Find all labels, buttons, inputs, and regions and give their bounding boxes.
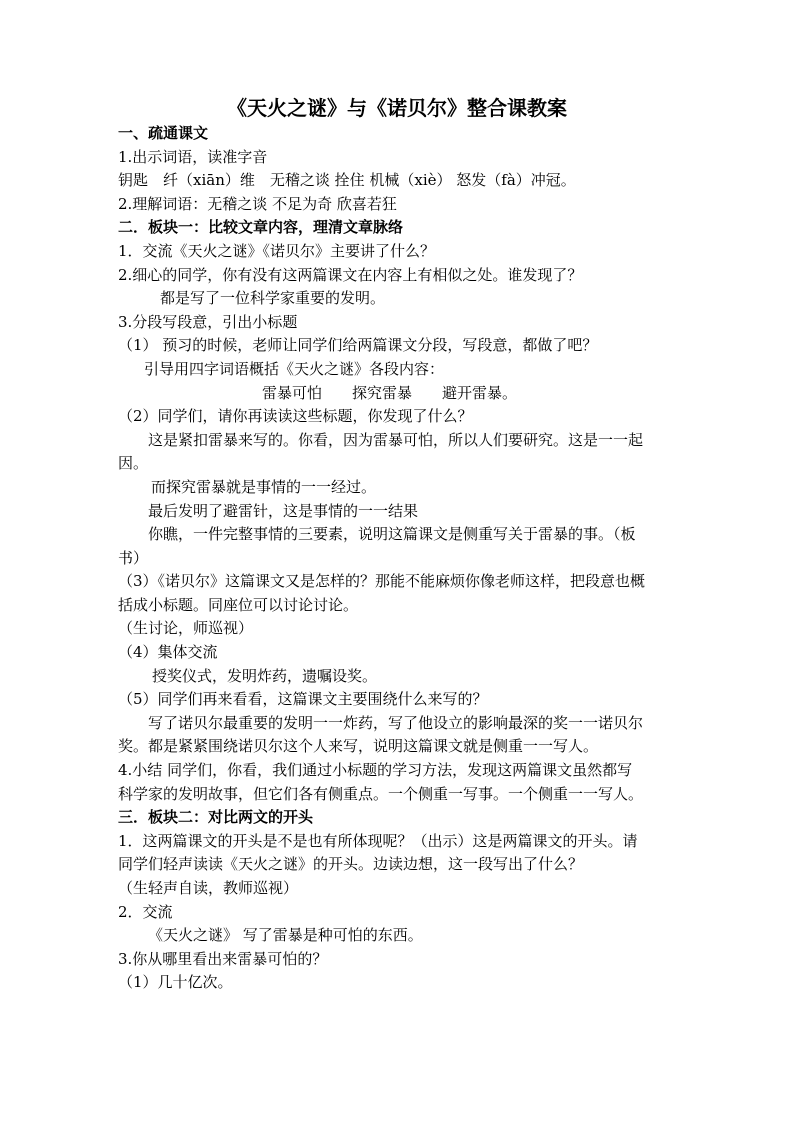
paragraph-line: 括成小标题。同座位可以讨论讨论。 — [118, 595, 359, 614]
section-heading: 二．板块一：比较文章内容，理清文章脉络 — [118, 218, 404, 237]
section-heading: 三．板块二：对比两文的开头 — [118, 808, 314, 827]
paragraph-line: 而探究雷暴就是事情的一一经过。 — [151, 477, 377, 496]
paragraph-line: 《天火之谜》 写了雷暴是种可怕的东西。 — [148, 926, 423, 945]
paragraph-line: 书） — [118, 548, 149, 567]
paragraph-line: 引导用四字词语概括《天火之谜》各段内容： — [144, 359, 445, 378]
paragraph-line: 你瞧，一件完整事情的三要素，说明这篇课文是侧重写关于雷暴的事。（板 — [148, 525, 636, 544]
paragraph-line: 3.你从哪里看出来雷暴可怕的？ — [118, 949, 328, 968]
paragraph-line: 这是紧扣雷暴来写的。你看，因为雷暴可怕，所以人们要研究。这是一一起 — [148, 430, 644, 449]
document-body — [118, 122, 688, 995]
paragraph-line: 3.分段写段意，引出小标题 — [118, 312, 298, 331]
paragraph-line: 同学们轻声读读《天火之谜》的开头。边读边想，这一段写出了什么？ — [118, 855, 584, 874]
paragraph-line: 2.细心的同学，你有没有这两篇课文在内容上有相似之处。谁发现了？ — [118, 265, 583, 284]
paragraph-line: 1．交流《天火之谜》《诺贝尔》主要讲了什么？ — [118, 241, 436, 260]
paragraph-line: 雷暴可怕 探究雷暴 避开雷暴。 — [262, 383, 518, 402]
document-title: 《天火之谜》与《诺贝尔》整合课教案 — [227, 96, 567, 120]
paragraph-line: （生讨论，师巡视） — [118, 619, 254, 638]
paragraph-line: 写了诺贝尔最重要的发明一一炸药，写了他设立的影响最深的奖一一诺贝尔 — [148, 713, 644, 732]
paragraph-line: 授奖仪式，发明炸药，遗嘱设奖。 — [152, 666, 378, 685]
section-heading: 一、疏通课文 — [118, 124, 209, 142]
paragraph-line: 最后发明了避雷针，这是事情的一一结果 — [148, 501, 419, 520]
paragraph-line: 都是写了一位科学家重要的发明。 — [160, 289, 386, 308]
paragraph-line: （1）几十亿次。 — [118, 973, 233, 992]
paragraph-line: 4.小结 同学们，你看，我们通过小标题的学习方法，发现这两篇课文虽然都写 — [118, 761, 633, 780]
paragraph-line: （3）《诺贝尔》这篇课文又是怎样的？那能不能麻烦你像老师这样，把段意也概 — [118, 572, 646, 591]
paragraph-line: 1．这两篇课文的开头是不是也有所体现呢？（出示）这是两篇课文的开头。请 — [118, 831, 638, 850]
paragraph-line: （5）同学们再来看看，这篇课文主要围绕什么来写的？ — [118, 690, 488, 709]
paragraph-line: （4）集体交流 — [118, 643, 218, 662]
paragraph-line: 科学家的发明故事，但它们各有侧重点。一个侧重一写事。一个侧重一一写人。 — [118, 784, 644, 803]
paragraph-line: （生轻声自读，教师巡视） — [118, 879, 299, 897]
paragraph-line: 钥匙 纤（xiān）维 无稽之谈 拴住 机械（xiè） 怒发（fà）冲冠。 — [118, 171, 576, 190]
paragraph-line: 2.理解词语：无稽之谈 不足为奇 欣喜若狂 — [118, 194, 397, 213]
paragraph-line: （1） 预习的时候，老师让同学们给两篇课文分段，写段意，都做了吧？ — [118, 336, 598, 355]
paragraph-line: 2．交流 — [118, 902, 173, 921]
paragraph-line: 奖。都是紧紧围绕诺贝尔这个人来写，说明这篇课文就是侧重一一写人。 — [118, 737, 599, 756]
paragraph-line: （2）同学们，请你再读读这些标题，你发现了什么？ — [118, 407, 473, 426]
paragraph-line: 因。 — [118, 454, 149, 473]
paragraph-line: 1.出示词语，读准字音 — [118, 147, 268, 166]
